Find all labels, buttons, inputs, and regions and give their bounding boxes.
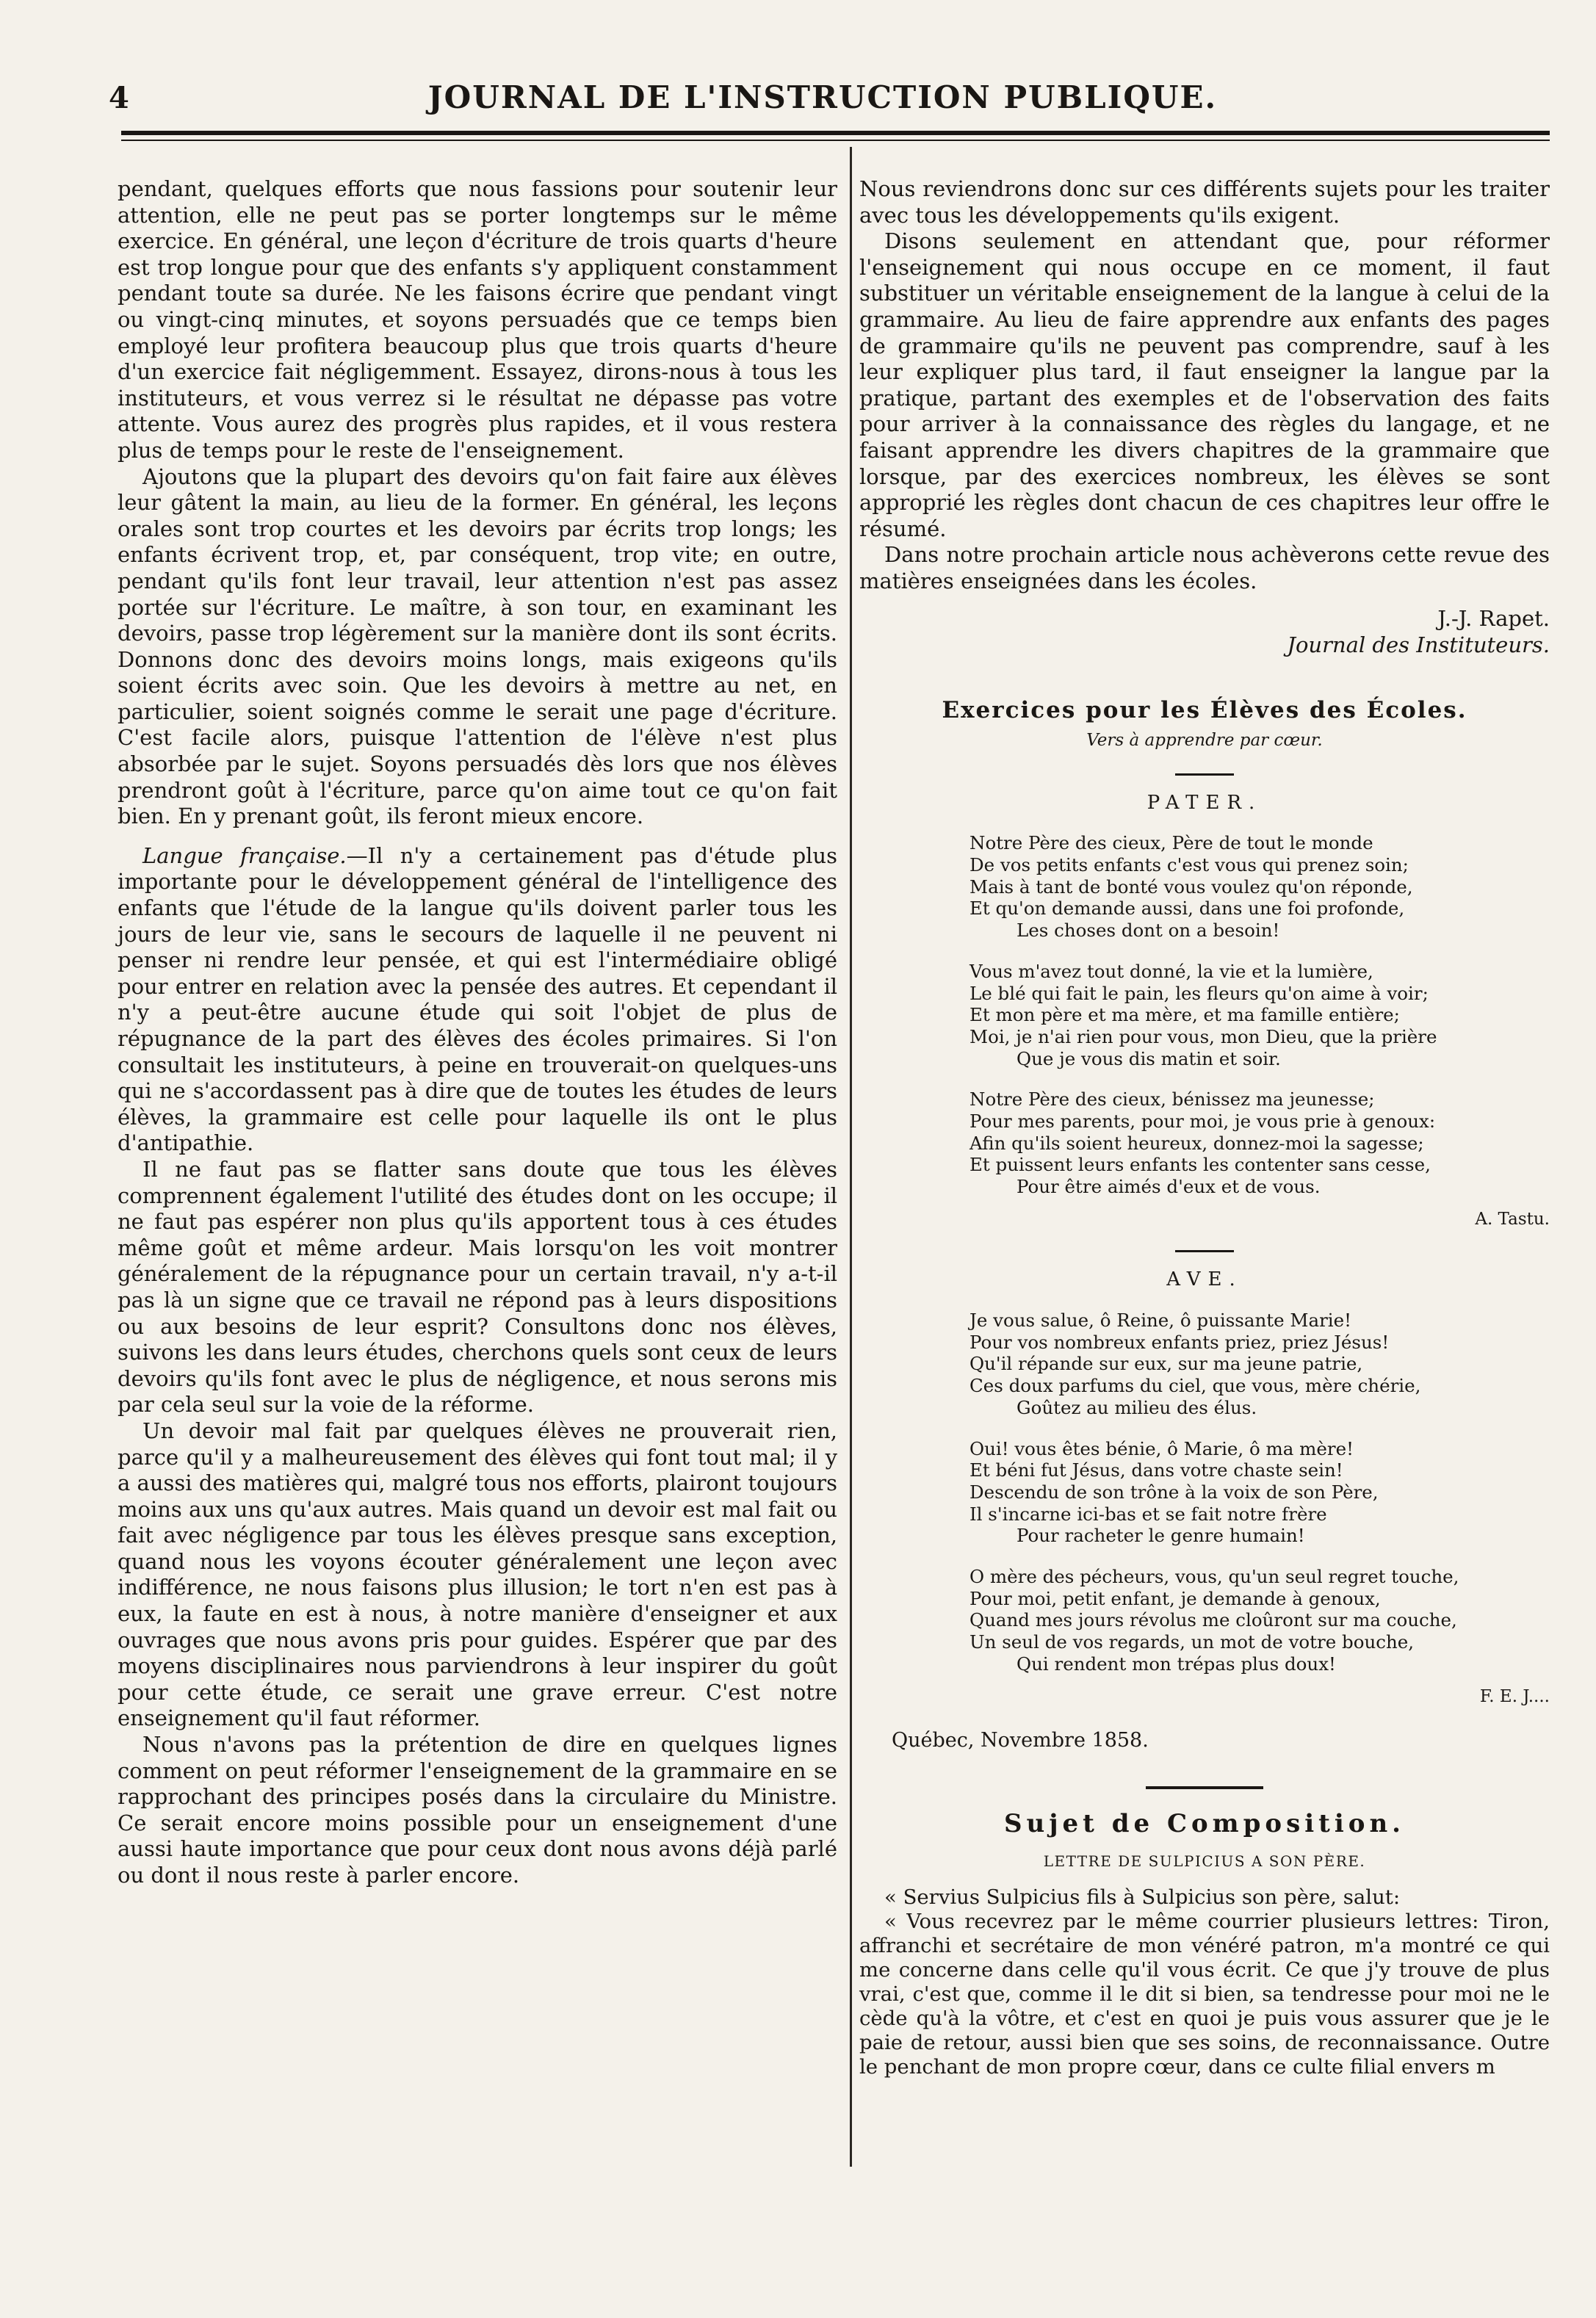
header-rule-thin xyxy=(121,140,1550,141)
poem-line: Il s'incarne ici-bas et se fait notre frère xyxy=(969,1503,1327,1525)
poem-line: Goûtez au milieu des élus. xyxy=(1017,1396,1257,1418)
poem-line: Mais à tant de bonté vous voulez qu'on réponde, xyxy=(969,875,1413,898)
poem-stanza xyxy=(969,1310,1550,1419)
composition-title: Sujet de Composition. xyxy=(1003,1808,1406,1838)
composition-paragraph: « Vous recevrez par le même courrier plusieurs lettres: Tiron, affranchi et secrétaire de mon vénéré patron, m'a montré ce qui me concerne dans celle qu'il vous écrit. Ce que j'y trouve de plus vrai, c'est que, comme il le dit si bien, sa tendresse pour moi ne le cède qu'à la vôtre, et c'est en quoi je puis vous assurer que je le paie de retour, aussi bien que ses soins, de reconnaissance. Outre le penchant de mon propre cœur, dans ce culte filial envers m xyxy=(859,1909,1550,2079)
exercises-title: Exercices pour les Élèves des Écoles. xyxy=(942,696,1467,723)
langue-text: —Il n'y a certainement pas d'étude plus importante pour le développement général de l'intelligence des enfants que l'étude de la langue qu'ils doivent parler tous les jours de leur vie, sans le secours de laquelle il ne peuvent ni penser ni rendre leur pensée, et qui est l'intermédiaire obligé pour entrer en relation avec la pensée des autres. Et cependant il n'y a peut-être aucune étude qui soit l'objet de plus de répugnance de la part des élèves des écoles primaires. Si l'on consultait les instituteurs, à peine en trouverait-on quelques-uns qui ne s'accordassent pas à dire que de toutes les études de leurs élèves, la grammaire est celle pour laquelle ils ont le plus d'antipathie. xyxy=(118,842,837,1156)
poem-line: Pour être aimés d'eux et de vous. xyxy=(1017,1176,1321,1198)
poem-line: Pour moi, petit enfant, je demande à genoux, xyxy=(969,1587,1381,1609)
poem-line: Moi, je n'ai rien pour vous, mon Dieu, que la prière xyxy=(969,1025,1437,1047)
poem-line: Pour vos nombreux enfants priez, priez Jésus! xyxy=(969,1331,1390,1353)
poem-line: Et mon père et ma mère, et ma famille entière; xyxy=(969,1004,1400,1026)
poem-line: Qu'il répande sur eux, sur ma jeune patrie, xyxy=(969,1353,1363,1375)
right-column xyxy=(859,176,1550,2079)
poem-stanza xyxy=(969,1438,1550,1548)
left-column xyxy=(118,176,837,1889)
poem-stanza xyxy=(969,832,1550,942)
paragraph-disons: Disons seulement en attendant que, pour réformer l'enseignement qui nous occupe en ce moment, il faut substituer un véritable enseignement de la langue à celui de la grammaire. Au lieu de faire apprendre aux enfants des pages de grammaire qu'ils ne peuvent pas comprendre, sauf à les leur expliquer plus tard, il faut enseigner la langue par la pratique, partant des exemples et de l'observation des faits pour arriver à la connaissance des règles du langage, et ne faisant apprendre les divers chapitres de la grammaire que lorsque, par des exercices nombreux, les élèves se sont approprié les règles dont chacun de ces chapitres leur offre le résumé. xyxy=(859,228,1550,541)
poem-line: Ces doux parfums du ciel, que vous, mère chérie, xyxy=(969,1375,1421,1397)
paragraph-pretention: Nous n'avons pas la prétention de dire en quelques lignes comment on peut réformer l'enseignement de la grammaire en se rapprochant des principes posés dans la circulaire du Ministre. Ce serait encore moins possible pour un enseignement d'une aussi haute importance que pour ceux dont nous avons déjà parlé ou dont il nous reste à parler encore. xyxy=(118,1732,837,1888)
author-signature: J.-J. Rapet. xyxy=(1437,605,1550,631)
paragraph-flatter: Il ne faut pas se flatter sans doute que tous les élèves comprennent également l'utilité des études dont on les occupe; il ne faut pas espérer non plus qu'ils apportent tous à ces études même goût et même ardeur. Mais lorsqu'on les voit montrer généralement de la répugnance pour un certain travail, n'y a-t-il pas là un signe que ce travail ne répond pas à leurs dispositions ou aux besoins de leur esprit? Consultons donc nos élèves, suivons les dans leurs études, cherchons quels sont ceux de leurs devoirs qu'ils font avec le plus de négligence, et nous serons mis par cela seul sur la voie de la réforme. xyxy=(118,1156,837,1418)
poem-author-pater: A. Tastu. xyxy=(1475,1209,1550,1229)
poem-line: Le blé qui fait le pain, les fleurs qu'on aime à voir; xyxy=(969,982,1429,1004)
composition-body xyxy=(859,1885,1550,2079)
paragraph-prochain-article: Dans notre prochain article nous achèverons cette revue des matières enseignées dans les écoles. xyxy=(859,542,1550,593)
poem-line: Que je vous dis matin et soir. xyxy=(1017,1047,1281,1069)
page-number: 4 xyxy=(109,81,129,115)
poem-line: Et puissent leurs enfants les contenter sans cesse, xyxy=(969,1154,1431,1176)
poem-line: Je vous salue, ô Reine, ô puissante Marie! xyxy=(969,1310,1351,1332)
paragraph-langue-francaise xyxy=(118,843,837,1157)
poem-stanza xyxy=(969,1566,1550,1675)
exercises-subtitle: Vers à apprendre par cœur. xyxy=(1086,731,1323,751)
section-rule xyxy=(1146,1786,1263,1789)
page-header xyxy=(103,73,1542,118)
poem-line: Notre Père des cieux, bénissez ma jeunesse; xyxy=(969,1088,1375,1111)
poem-title-ave: AVE. xyxy=(1166,1268,1243,1291)
poem-title-pater: PATER. xyxy=(1147,791,1263,814)
poem-line: Vous m'avez tout donné, la vie et la lumière, xyxy=(969,960,1373,982)
poem-line: Descendu de son trône à la voix de son Père, xyxy=(969,1481,1379,1503)
section-rule xyxy=(1175,773,1234,776)
poem-line: Et béni fut Jésus, dans votre chaste sein! xyxy=(969,1459,1343,1481)
paragraph-reviendrons: Nous reviendrons donc sur ces différents sujets pour les traiter avec tous les développements qu'ils exigent. xyxy=(859,176,1550,228)
poem-stanza xyxy=(969,1088,1550,1198)
source-journal: Journal des Instituteurs. xyxy=(1287,632,1550,657)
poem-line: Oui! vous êtes bénie, ô Marie, ô ma mère! xyxy=(969,1437,1354,1459)
poem-author-ave: F. E. J.... xyxy=(1479,1686,1550,1706)
header-rule-thick xyxy=(121,131,1550,135)
poem-rule xyxy=(1175,1250,1234,1252)
composition-paragraph: « Servius Sulpicius fils à Sulpicius son père, salut: xyxy=(884,1885,1401,1909)
paragraph-homework: Ajoutons que la plupart des devoirs qu'on fait faire aux élèves leur gâtent la main, au lieu de la former. En général, les leçons orales sont trop courtes et les devoirs par écrits trop longs; les enfants écrivent trop, et, par conséquent, trop vite; en outre, pendant qu'ils font leur travail, leur attention n'est pas assez portée sur l'écriture. Le maître, à son tour, en examinant les devoirs, passe trop légèrement sur la manière dont ils sont écrits. Donnons donc des devoirs moins longs, mais exigeons qu'ils soient écrits avec soin. Que les devoirs à mettre au net, en particulier, soient soignés comme le serait une page d'écriture. C'est facile alors, puisque l'attention de l'élève n'est plus absorbée par le sujet. Soyons persuadés dès lors que nos élèves prendront goût à l'écriture, parce qu'on aime tout ce qu'on fait bien. En y prenant goût, ils feront mieux encore. xyxy=(118,463,837,829)
poem-line: O mère des pécheurs, vous, qu'un seul regret touche, xyxy=(969,1566,1459,1588)
poem-line: Quand mes jours révolus me cloûront sur ma couche, xyxy=(969,1609,1457,1631)
poem-line: Notre Père des cieux, Père de tout le monde xyxy=(969,832,1373,854)
poem-line: Qui rendent mon trépas plus doux! xyxy=(1017,1653,1336,1675)
composition-subtitle: LETTRE DE SULPICIUS A SON PÈRE. xyxy=(1043,1852,1366,1871)
journal-title: JOURNAL DE L'INSTRUCTION PUBLIQUE. xyxy=(427,79,1218,115)
poem-line: Un seul de vos regards, un mot de votre bouche, xyxy=(969,1631,1415,1653)
section-label-langue: Langue française. xyxy=(142,842,347,868)
column-divider xyxy=(850,147,852,2167)
poem-line: De vos petits enfants c'est vous qui prenez soin; xyxy=(969,853,1409,875)
poem-line: Pour mes parents, pour moi, je vous prie à genoux: xyxy=(969,1111,1436,1133)
poem-line: Pour racheter le genre humain! xyxy=(1017,1525,1305,1547)
paragraph-writing-lesson: pendant, quelques efforts que nous fassions pour soutenir leur attention, elle ne peut pas se porter longtemps sur le même exercice. En général, une leçon d'écriture de trois quarts d'heure est trop longue pour que des enfants s'y appliquent constamment pendant toute sa durée. Ne les faisons écrire que pendant vingt ou vingt-cinq minutes, et soyons persuadés que ce temps bien employé leur profitera beaucoup plus que trois quarts d'heure d'un exercice fait négligemment. Essayez, dirons-nous à tous les instituteurs, et vous verrez si le résultat ne dépasse pas votre attente. Vous aurez des progrès plus rapides, et il vous restera plus de temps pour le reste de l'enseignement. xyxy=(118,176,837,463)
poem-stanza xyxy=(969,961,1550,1070)
paragraph-devoir-mal-fait: Un devoir mal fait par quelques élèves ne prouverait rien, parce qu'il y a malheureusement des élèves qui font tout mal; il y a aussi des matières qui, malgré tous nos efforts, plairont toujours moins aux uns qu'aux autres. Mais quand un devoir est mal fait ou fait avec négligence par tous les élèves presque sans exception, quand nous les voyons écouter généralement une leçon avec indifférence, ne nous faisons plus illusion; le tort n'en est pas à eux, la faute en est à nous, à notre manière d'enseigner et aux ouvrages que nous avons pris pour guides. Espérer que par des moyens disciplinaires nous parviendrons à leur inspirer du goût pour cette étude, ce serait une grave erreur. C'est notre enseignement qu'il faut réformer. xyxy=(118,1418,837,1731)
dateline: Québec, Novembre 1858. xyxy=(892,1729,1149,1752)
poem-ave xyxy=(969,1310,1550,1675)
poem-line: Afin qu'ils soient heureux, donnez-moi la sagesse; xyxy=(969,1132,1424,1154)
poem-line: Les choses dont on a besoin! xyxy=(1017,920,1280,942)
poem-line: Et qu'on demande aussi, dans une foi profonde, xyxy=(969,898,1405,920)
poem-pater xyxy=(969,832,1550,1198)
